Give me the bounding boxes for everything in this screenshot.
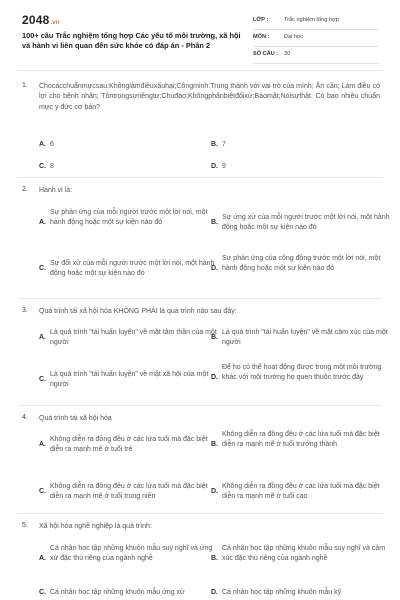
- question-divider: [18, 513, 382, 514]
- option-letter: C.: [39, 589, 46, 596]
- question-number: 2.: [22, 186, 28, 193]
- option-letter: B.: [211, 555, 218, 562]
- option-letter: D.: [211, 163, 218, 170]
- option-text: Không diễn ra đồng đều ở các lứa tuổi mà đặc biệt diễn ra mạnh mẽ ở tuổi trung niên: [50, 483, 208, 500]
- question-number: 3.: [22, 307, 28, 314]
- option-letter: C.: [39, 488, 46, 495]
- option-letter: B.: [211, 441, 218, 448]
- option-text: Không diễn ra đồng đều ở các lứa tuổi mà đặc biệt diễn ra mạnh mẽ ở tuổi trẻ: [50, 436, 208, 453]
- question-number: 1.: [22, 82, 28, 89]
- question-divider: [18, 298, 382, 299]
- header-divider: [18, 70, 382, 71]
- option-text: Cá nhân học tập những khuôn mẫu ứng xử: [50, 589, 185, 596]
- info-panel: [253, 14, 379, 65]
- option-text: Không diễn ra đồng đều ở các lứa tuổi mà đặc biệt diễn ra mạnh mẽ ở tuổi cao: [222, 483, 380, 500]
- option-letter: A.: [39, 141, 46, 148]
- option-letter: D.: [211, 488, 218, 495]
- option-text: Không diễn ra đồng đều ở các lứa tuổi mà đặc biệt diễn ra mạnh mẽ ở tuổi trưởng thành: [222, 431, 380, 448]
- option-text: 8: [50, 163, 54, 170]
- question-text: Quá trình tái xã hội hóa KHÔNG PHẢI là quá trình nào sau đây:: [39, 308, 237, 315]
- option-text: 6: [50, 141, 54, 148]
- option-letter: D.: [211, 265, 218, 272]
- question-text: Hành vi là:: [39, 187, 73, 194]
- info-row-class: [253, 14, 379, 30]
- option-text: Sự phản ứng của cộng đồng trước một lời nói, một hành động hoặc một sự kiện nào đó: [222, 255, 381, 272]
- question-text: Quá trình tái xã hội hóa: [39, 415, 112, 422]
- option-text: Cá nhân học tập những khuôn mẫu suy nghĩ và cảm xúc đặc thù riêng của ngành nghề: [222, 545, 386, 562]
- option-letter: D.: [211, 374, 218, 381]
- option-letter: B.: [211, 141, 218, 148]
- option-letter: C.: [39, 265, 46, 272]
- brand-logo[interactable]: [22, 13, 60, 27]
- info-value: Trắc nghiệm tổng hợp: [284, 17, 339, 23]
- question-text: Chocácchuẩnmựcsau:Khônglàmđiềuxấuhại;Côngminh:Trung thành với vai trò của mình; Ân cần; Làm điều có lợi cho bệnh nhân; Tôntrọngsựriêngtư;Chuđáo;Khôngphânbiệtđốixử;Bảomật;Nóisựthật. Có bao nhiêu chuẩn mực y đức cơ bản?: [39, 83, 380, 111]
- option-text: Cá nhân học tập những khuôn mẫu kỹ: [222, 589, 342, 596]
- brand-extension: .vn: [50, 20, 60, 26]
- option-letter: A.: [39, 441, 46, 448]
- option-text: Sự phản ứng của mỗi người trước một lời nói, một hành động hoặc một sự kiện nào đó: [50, 209, 208, 226]
- question-number: 5.: [22, 522, 28, 529]
- option-letter: B.: [211, 219, 218, 226]
- option-text: Sự ứng xử của mỗi người trước một lời nói, một hành động hoặc một sự kiện nào đó: [222, 214, 390, 231]
- option-text: Sự đối xử của mỗi người trước một lời nói, một hành động hoặc một sự kiện nào đó: [50, 260, 215, 277]
- option-text: Là quá trình "tái huấn luyện" về mặt xã hội của một người: [50, 371, 209, 388]
- option-letter: B.: [211, 334, 218, 341]
- option-letter: C.: [39, 376, 46, 383]
- question-number: 4.: [22, 414, 28, 421]
- page-header: [0, 0, 400, 68]
- brand-name: 2048: [22, 13, 50, 27]
- info-label: MÔN :: [253, 34, 270, 40]
- option-text: Là quá trình "tái huấn luyện" về mặt cảm xúc của một người: [222, 329, 388, 346]
- info-row-count: [253, 48, 379, 64]
- option-letter: D.: [211, 589, 218, 596]
- info-value: Đại học: [284, 34, 303, 40]
- option-letter: A.: [39, 555, 46, 562]
- question-text: Xã hội hóa nghề nghiệp là quá trình:: [39, 523, 152, 530]
- question-divider: [18, 177, 382, 178]
- option-text: Là quá trình "tái huấn luyện" về mặt tâm thần của một người: [50, 329, 217, 346]
- option-letter: C.: [39, 163, 46, 170]
- question-divider: [18, 405, 382, 406]
- option-text: Cá nhân học tập những khuôn mẫu suy nghĩ và ứng xử đặc thù riêng của ngành nghề: [50, 545, 213, 562]
- option-letter: A.: [39, 334, 46, 341]
- option-text: Để họ có thể hoạt động được trong một môi trường khác với môi trường họ quen thuộc trước đây: [222, 364, 382, 381]
- option-text: 9: [222, 163, 226, 170]
- info-row-subject: [253, 31, 379, 47]
- document-title: 100+ câu Trắc nghiệm tổng hợp Các yếu tố môi trường, xã hội và hành vi liên quan đến sức khỏe có đáp án - Phần 2: [22, 31, 241, 50]
- info-label: SỐ CÂU :: [253, 51, 279, 57]
- option-text: 7: [222, 141, 226, 148]
- option-letter: A.: [39, 219, 46, 226]
- info-value: 30: [284, 51, 291, 57]
- info-label: LỚP :: [253, 17, 269, 23]
